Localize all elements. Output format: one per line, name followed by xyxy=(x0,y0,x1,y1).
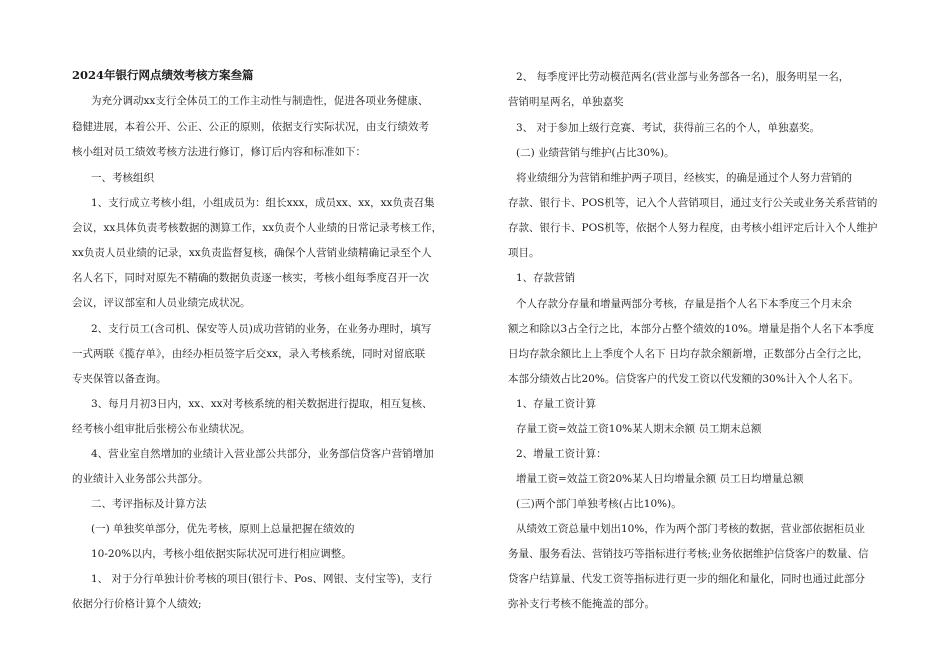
text-line: 2、 每季度评比劳动模范两名(营业部与业务部各一名)，服务明星一名， xyxy=(516,71,850,83)
text-line: 一式两联《揽存单》，由经办柜员签字后交xx，录入考核系统，同时对留底联 xyxy=(72,348,426,360)
text-line: 弥补支行考核不能掩盖的部分。 xyxy=(508,598,655,610)
text-line: 日均存款余额比上上季度个人名下 日均存款余额新增，正数部分占全行之比， xyxy=(508,348,869,360)
text-line: 从绩效工资总量中划出10%，作为两个部门考核的数据，营业部依据柜员业 xyxy=(516,523,865,535)
text-line: 3、每月月初3日内，xx、xx对考核系统的相关数据进行提取，相互复核、 xyxy=(91,398,433,410)
text-line: 名人名下，同时对原先不精确的数据负责逐一核实，考核小组每季度召开一次 xyxy=(72,272,429,284)
text-line: 贷客户结算量、代发工资等指标进行更一步的细化和量化，同时也通过此部分 xyxy=(508,573,865,585)
text-line: 10-20%以内，考核小组依据实际状况可进行相应调整。 xyxy=(91,548,352,560)
text-line: 本部分绩效占比20%。信贷客户的代发工资以代发额的30%计入个人名下。 xyxy=(508,373,860,385)
document-title: 2024年银行网点绩效考核方案叁篇 xyxy=(72,68,254,82)
text-line: 3、 对于参加上级行竞赛、考试，获得前三名的个人，单独嘉奖。 xyxy=(516,122,821,134)
section-heading: 1、存量工资计算 xyxy=(516,398,597,410)
text-line: 4、营业室自然增加的业绩计入营业部公共部分，业务部信贷客户营销增加 xyxy=(91,448,434,460)
text-line: 稳健进展，本着公开、公正、公正的原则，依据支行实际状况，由支行绩效考 xyxy=(72,121,429,133)
section-heading: (三)两个部门单独考核(占比10%)。 xyxy=(516,498,682,510)
section-heading: 一、考核组织 xyxy=(91,172,154,184)
section-heading: 二、考评指标及计算方法 xyxy=(91,498,207,510)
section-heading: 1、存款营销 xyxy=(516,272,576,284)
text-line: 的业绩计入业务部公共部分。 xyxy=(72,473,209,485)
text-line: 2、支行员工(含司机、保安等人员)成功营销的业务，在业务办理时，填写 xyxy=(91,323,432,335)
text-line: xx负责人员业绩的记录，xx负责监督复核，确保个人营销业绩精确记录至个人 xyxy=(72,247,432,259)
text-line: 个人存款分存量和增量两部分考核，存量是指个人名下本季度三个月末余 xyxy=(516,298,852,310)
text-line: 为充分调动xx支行全体员工的工作主动性与制造性，促进各项业务健康、 xyxy=(91,95,429,107)
text-line: 将业绩细分为营销和维护两子项目，经核实，的确是通过个人努力营销的 xyxy=(516,172,852,184)
text-line: 依据分行价格计算个人绩效; xyxy=(72,598,202,610)
section-heading: 2、增量工资计算： xyxy=(516,448,607,460)
section-heading: (二) 业绩营销与维护(占比30%)。 xyxy=(516,147,675,159)
text-line: 务量、服务看法、营销技巧等指标进行考核;业务依据维护信贷客户的数量、信 xyxy=(508,548,869,560)
text-line: 1、支行成立考核小组，小组成员为：组长xxx，成员xx、xx，xx负责召集 xyxy=(91,197,435,209)
formula-line: 增量工资=效益工资20%某人日均增量余额 员工日均增量总额 xyxy=(516,473,804,485)
text-line: 1、 对于分行单独计价考核的项目(银行卡、Pos、网银、支付宝等)，支行 xyxy=(91,573,433,585)
text-line: 经考核小组审批后张榜公布业绩状况。 xyxy=(72,423,251,435)
formula-line: 存量工资=效益工资10%某人期末余额 员工期末总额 xyxy=(516,423,762,435)
text-line: 营销明星两名，单独嘉奖 xyxy=(508,96,624,108)
text-line: 会议，评议部室和人员业绩完成状况。 xyxy=(72,297,251,309)
text-line: 专夹保管以备查询。 xyxy=(72,373,167,385)
text-line: 项目。 xyxy=(508,247,540,259)
text-line: (一) 单独奖单部分，优先考核，原则上总量把握在绩效的 xyxy=(91,523,355,535)
text-line: 存款、银行卡、POS机等，依据个人努力程度，由考核小组评定后计入个人维护 xyxy=(508,222,878,234)
text-line: 会议，xx具体负责考核数据的测算工作，xx负责个人业绩的日常记录考核工作， xyxy=(72,222,443,234)
text-line: 额之和除以3占全行之比，本部分占整个绩效的10%。增量是指个人名下本季度 xyxy=(508,323,875,335)
text-line: 核小组对员工绩效考核方法进行修订，修订后内容和标准如下： xyxy=(72,146,366,158)
text-line: 存款、银行卡、POS机等，记入个人营销项目，通过支行公关或业务关系营销的 xyxy=(508,197,878,209)
